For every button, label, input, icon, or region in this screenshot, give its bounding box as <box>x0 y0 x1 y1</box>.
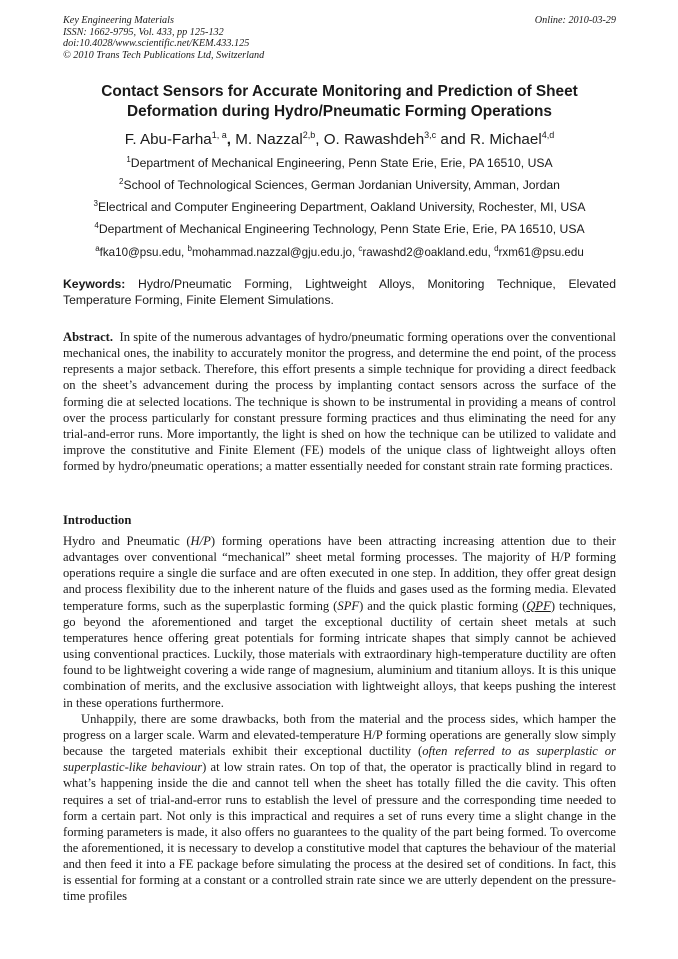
text-run: ) forming operations have been attracting increasing attention due to their advantages over conventional “mechanical” sheet metal forming processes. The majority of H/P forming operations require a single die surface and are often executed in one step. In addition, they offer great design and process flexibility due to the inherent nature of the fluids and gases used as the forming media. Elevated temperature forms, such as the superplastic forming ( <box>63 534 616 613</box>
paragraph <box>63 711 616 905</box>
section-heading-introduction: Introduction <box>63 513 132 527</box>
affiliation-2 <box>63 178 616 193</box>
doi-line: doi:10.4028/www.scientific.net/KEM.433.125 <box>63 38 250 50</box>
text-run: Unhappily, there are some drawbacks, both from the material and the process sides, which hamper the progress on a larger scale. Warm and elevated-temperature H/P forming operations are generally slow simply because the targeted materials exhibit their exceptional ductility ( <box>63 711 616 759</box>
journal-name: Key Engineering Materials <box>63 15 174 26</box>
author-superscript: 4,d <box>541 130 555 140</box>
author-superscript: 2,b <box>302 130 316 140</box>
affiliation-marker: 3 <box>93 199 98 208</box>
running-header <box>63 15 616 61</box>
author-name: M. Nazzal <box>235 131 303 148</box>
author-superscript: 1, a <box>211 130 227 140</box>
title-line-1: Contact Sensors for Accurate Monitoring and Prediction of Sheet <box>101 83 578 100</box>
author-name: F. Abu-Farha <box>124 131 212 148</box>
email-address[interactable]: fka10@psu.edu, <box>99 246 188 259</box>
italic-text-run: QPF <box>526 598 551 613</box>
affiliation-marker: 4 <box>94 221 99 230</box>
text-run: ) at low strain rates. On top of that, the operator is practically blind in regard to what’s happening inside the die and cannot tell when the sheet has totally filled the die cavity. This often requires a set of trial-and-error runs to establish the level of pressure and the corresponding time needed to form a certain part. Not only is this impractical and requires a set of runs every time a slight change in the forming parameters is made, it also offers no guarantees to the quality of the part being formed. To overcome the aforementioned, it is necessary to develop a constitutive model that captures the behaviour of the material and then feed it into a FE package before simulating the process at the desired set of conditions. In fact, this is essential for forming at a constant or a controlled strain rate since we are utterly dependent on the pressure-time profiles <box>63 760 617 904</box>
keywords <box>63 276 616 308</box>
affiliation-1 <box>63 156 616 171</box>
affiliation-text: School of Technological Sciences, German Jordanian University, Amman, Jordan <box>123 178 560 192</box>
copyright-line: © 2010 Trans Tech Publications Ltd, Switzerland <box>63 49 265 61</box>
abstract-text: In spite of the numerous advantages of hydro/pneumatic forming operations over the conventional mechanical ones, the inability to accurately monitor the progress, and determine the end point, of the process represents a major setback. Therefore, this effort presents a simple technique for providing a direct feedback on the sheet’s advancement during the process by implanting contact sensors across the surface of the forming die at selected locations. The technique is shown to be instrumental in providing a means of control over the process particularly for constant pressure forming practices and thus eliminating the need for any trial-and-error runs. More importantly, the light is shed on how the technique can be utilized to validate and improve the constitutive and Finite Element (FE) models of the unique class of lightweight alloys often formed by hydro/pneumatic operations; a matter essentially needed for constant strain rate forming practices. <box>63 330 617 474</box>
email-marker: c <box>358 244 363 253</box>
author-separator: and <box>436 131 470 148</box>
keywords-label: Keywords: <box>63 277 126 291</box>
affiliation-text: Department of Mechanical Engineering Technology, Penn State Erie, Erie, PA 16510, USA <box>98 222 585 236</box>
italic-text-run: SPF <box>337 598 360 613</box>
abstract-label: Abstract. <box>63 330 114 344</box>
email-list <box>63 245 616 260</box>
email-marker: d <box>494 244 499 253</box>
italic-text-run: H/P <box>190 534 211 548</box>
text-run: ) techniques, go beyond the aforementioned and target the exceptional ductility of certain sheet metals at such temperatures hence offering great potentials for forming intricate shapes that simply cannot be achieved using conventional practices. Luckily, those materials with extraordinary high-temperature ductility are often found to be lightweight covering a wide range of magnesium, aluminium and titanium alloys. It is this unique combination of merits, and the exclusive association with lightweight alloys, that keeps pushing the interest in these operations furthermore. <box>63 598 616 710</box>
keywords-text: Hydro/Pneumatic Forming, Lightweight Alloys, Monitoring Technique, Elevated Temperature Forming, Finite Element Simulations. <box>63 277 616 307</box>
italic-text-run: often referred to as superplastic or superplastic-like behaviour <box>63 744 617 775</box>
text-run: ) and the quick plastic forming ( <box>359 598 527 613</box>
affiliation-3 <box>63 200 616 215</box>
issn-line: ISSN: 1662-9795, Vol. 433, pp 125-132 <box>63 26 224 38</box>
email-address[interactable]: rxm61@psu.edu <box>498 246 584 259</box>
author-separator: , <box>315 131 324 148</box>
email-marker: b <box>187 244 192 253</box>
author-superscript: 3,c <box>424 130 437 140</box>
email-address[interactable]: rawashd2@oakland.edu, <box>362 246 495 259</box>
online-date: Online: 2010-03-29 <box>534 15 616 26</box>
author-separator: , <box>226 131 236 148</box>
paper-title <box>63 82 616 122</box>
author-name: R. Michael <box>469 131 542 148</box>
affiliation-text: Electrical and Computer Engineering Department, Oakland University, Rochester, MI, USA <box>97 200 586 214</box>
email-address[interactable]: mohammad.nazzal@gju.edu.jo, <box>191 246 359 259</box>
author-name: O. Rawashdeh <box>323 131 425 148</box>
affiliation-4 <box>63 222 616 237</box>
title-line-2: Deformation during Hydro/Pneumatic Forming Operations <box>127 103 552 120</box>
paragraph <box>63 533 616 711</box>
email-marker: a <box>95 244 100 253</box>
author-list <box>63 130 616 150</box>
affiliation-text: Department of Mechanical Engineering, Penn State Erie, Erie, PA 16510, USA <box>130 156 553 170</box>
abstract <box>63 329 616 474</box>
affiliation-marker: 2 <box>119 177 124 186</box>
introduction-body <box>63 533 616 905</box>
text-run: Hydro and Pneumatic ( <box>63 534 191 548</box>
affiliation-marker: 1 <box>126 155 131 164</box>
